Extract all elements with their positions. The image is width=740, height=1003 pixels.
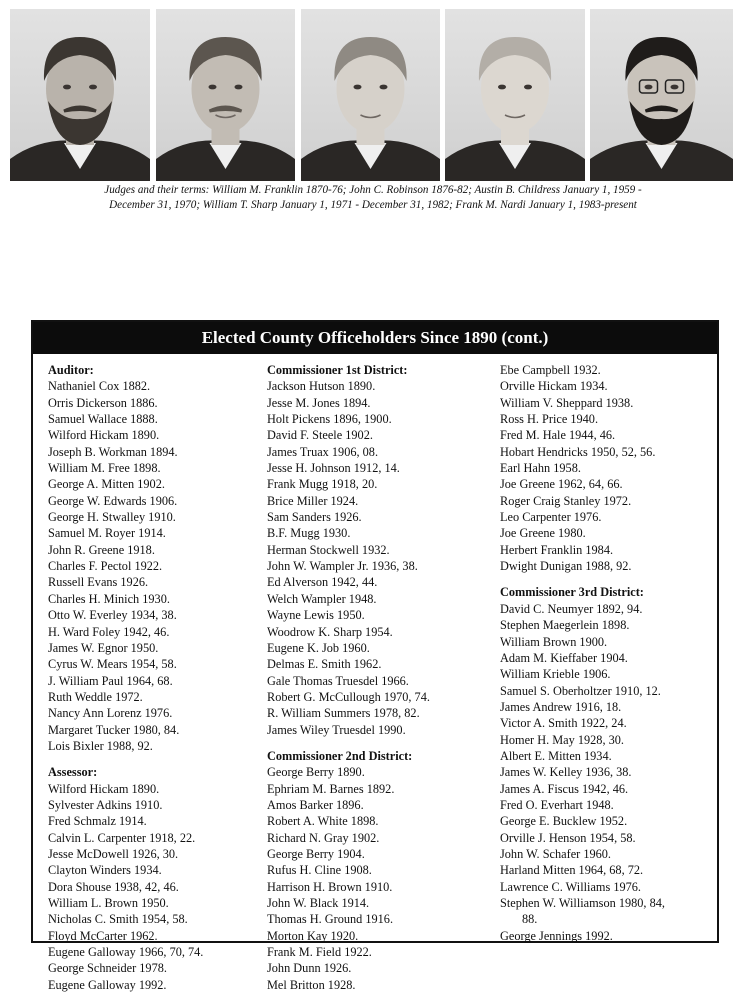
list-item: Wilford Hickam 1890. [48, 428, 160, 443]
caption-line: Judges and their terms: William M. Franklin 1870-76; John C. Robinson 1876-82; Austin B. Childress January 1, 1959 - [104, 184, 642, 196]
name-list [48, 781, 260, 993]
list-item: Nancy Ann Lorenz 1976. [48, 706, 173, 721]
list-item: Robert A. White 1898. [267, 814, 379, 829]
eye-shape [63, 85, 71, 90]
list-item: George W. Edwards 1906. [48, 493, 178, 508]
list-item: Richard N. Gray 1902. [267, 830, 380, 845]
eye-shape [354, 85, 362, 90]
list-item: Clayton Winders 1934. [48, 863, 162, 878]
column-middle [267, 362, 497, 1003]
list-item: Lois Bixler 1988, 92. [48, 738, 153, 753]
list-item: Brice Miller 1924. [267, 493, 359, 508]
list-item: Stephen W. Williamson 1980, 84, [500, 896, 665, 910]
list-item: Nathaniel Cox 1882. [48, 379, 151, 394]
list-item: Harrison H. Brown 1910. [267, 879, 393, 894]
list-item: Fred Schmalz 1914. [48, 814, 147, 829]
list-item: Ross H. Price 1940. [500, 412, 599, 427]
list-item: Roger Craig Stanley 1972. [500, 493, 632, 508]
list-item: Robert G. McCullough 1970, 74. [267, 689, 430, 704]
list-item: Charles F. Pectol 1922. [48, 559, 163, 574]
list-item: John W. Black 1914. [267, 896, 370, 910]
list-item: James W. Egnor 1950. [48, 640, 159, 655]
list-item: Orris Dickerson 1886. [48, 395, 158, 410]
list-item: George Berry 1904. [267, 846, 365, 861]
list-item: Ebe Campbell 1932. [500, 363, 601, 377]
section-title: Commissioner 1st District: [267, 363, 408, 377]
list-item: Floyd McCarter 1962. [48, 928, 158, 943]
list-item: John W. Wampler Jr. 1936, 38. [267, 559, 418, 574]
section-commissioner-3rd-district [500, 584, 715, 944]
list-item: Cyrus W. Mears 1954, 58. [48, 657, 177, 672]
list-item: Frank M. Field 1922. [267, 945, 372, 960]
list-item: Charles H. Minich 1930. [48, 591, 170, 606]
list-item: Amos Barker 1896. [267, 797, 364, 812]
list-item: Orville Hickam 1934. [500, 379, 608, 394]
name-list [267, 378, 497, 738]
list-item: Lawrence C. Williams 1976. [500, 879, 641, 894]
list-item: Samuel Wallace 1888. [48, 412, 158, 427]
column-right [500, 362, 715, 954]
list-item: Eugene Galloway 1992. [48, 977, 167, 992]
eye-shape [235, 85, 243, 90]
list-item: Victor A. Smith 1922, 24. [500, 716, 627, 731]
list-item: Adam M. Kieffaber 1904. [500, 650, 628, 665]
list-item: Stephen Maegerlein 1898. [500, 618, 630, 633]
portrait-illustration [590, 9, 733, 181]
eye-shape [645, 85, 653, 90]
list-item: Fred M. Hale 1944, 46. [500, 428, 616, 443]
list-item: Calvin L. Carpenter 1918, 22. [48, 830, 196, 845]
judges-photo-strip [10, 9, 733, 181]
name-list [500, 601, 715, 895]
judge-portrait-photo [590, 9, 733, 181]
list-item: J. William Paul 1964, 68. [48, 673, 173, 688]
list-item: Delmas E. Smith 1962. [267, 657, 382, 672]
list-item: James W. Kelley 1936, 38. [500, 765, 632, 780]
name-list [500, 362, 715, 574]
judge-portrait-photo [10, 9, 150, 181]
list-item: Ephriam M. Barnes 1892. [267, 781, 395, 796]
list-item: Jesse M. Jones 1894. [267, 395, 371, 410]
list-item: H. Ward Foley 1942, 46. [48, 624, 170, 639]
eye-shape [524, 85, 532, 90]
eye-shape [209, 85, 217, 90]
portrait-illustration [156, 9, 295, 181]
list-item: Wayne Lewis 1950. [267, 608, 365, 623]
list-item: John Dunn 1926. [267, 961, 352, 976]
list-item: Russell Evans 1926. [48, 575, 149, 590]
list-item: Thomas H. Ground 1916. [267, 912, 394, 927]
eye-shape [89, 85, 97, 90]
officeholders-box [31, 320, 719, 992]
list-item: Frank Mugg 1918, 20. [267, 477, 378, 492]
list-item: William M. Free 1898. [48, 461, 161, 476]
list-item: Nicholas C. Smith 1954, 58. [48, 912, 188, 927]
list-item: Ed Alverson 1942, 44. [267, 575, 378, 590]
list-item: Eugene Galloway 1966, 70, 74. [48, 945, 204, 960]
list-item: Eugene K. Job 1960. [267, 640, 370, 655]
list-item: James Wiley Truesdel 1990. [267, 722, 406, 737]
section-auditor [48, 362, 260, 754]
list-item: Earl Hahn 1958. [500, 461, 581, 476]
section-commissioner-2nd-district [267, 748, 497, 993]
mustache-shape [646, 107, 678, 111]
list-item: Fred O. Everhart 1948. [500, 797, 614, 812]
list-item: Samuel S. Oberholtzer 1910, 12. [500, 683, 661, 698]
list-item: Margaret Tucker 1980, 84. [48, 722, 180, 737]
section-commissioner-1st-district [267, 362, 497, 738]
list-item: John R. Greene 1918. [48, 542, 155, 557]
portrait-illustration [301, 9, 440, 181]
list-item: Hobart Hendricks 1950, 52, 56. [500, 444, 656, 459]
mustache-shape [64, 107, 96, 111]
list-item: James A. Fiscus 1942, 46. [500, 781, 629, 796]
list-item: Dwight Dunigan 1988, 92. [500, 559, 632, 574]
list-item: George Jennings 1992. [500, 928, 613, 943]
eye-shape [498, 85, 506, 90]
list-item: James Truax 1906, 08. [267, 444, 379, 459]
list-item: William V. Sheppard 1938. [500, 395, 634, 410]
list-item: Holt Pickens 1896, 1900. [267, 412, 392, 427]
section-title: Assessor: [48, 765, 98, 780]
box-title: Elected County Officeholders Since 1890 (cont.) [33, 322, 717, 354]
list-item: Sam Sanders 1926. [267, 510, 362, 525]
list-item: Woodrow K. Sharp 1954. [267, 624, 393, 639]
list-item-continuation: 88. [522, 912, 538, 927]
list-item: James Andrew 1916, 18. [500, 699, 622, 714]
list-item: Albert E. Mitten 1934. [500, 748, 612, 763]
list-item: Wilford Hickam 1890. [48, 781, 160, 796]
list-item: David F. Steele 1902. [267, 428, 373, 443]
list-item: William Krieble 1906. [500, 667, 611, 682]
eye-shape [380, 85, 388, 90]
list-item: George E. Bucklew 1952. [500, 814, 628, 829]
list-item: Rufus H. Cline 1908. [267, 863, 372, 878]
list-item: Morton Kay 1920. [267, 928, 359, 943]
list-item: George H. Stwalley 1910. [48, 510, 176, 525]
list-item: Herman Stockwell 1932. [267, 542, 390, 557]
section-title: Commissioner 2nd District: [267, 748, 413, 763]
list-item: B.F. Mugg 1930. [267, 526, 351, 541]
list-item: Jesse McDowell 1926, 30. [48, 846, 179, 861]
section-commissioner-2nd-district-cont [500, 362, 715, 574]
judge-portrait-photo [445, 9, 585, 181]
list-item: Joe Greene 1962, 64, 66. [500, 477, 623, 492]
list-item: Joseph B. Workman 1894. [48, 444, 178, 459]
mustache-shape [210, 107, 242, 111]
list-item: William L. Brown 1950. [48, 896, 169, 910]
list-item: R. William Summers 1978, 82. [267, 706, 420, 721]
list-item: Joe Greene 1980. [500, 526, 586, 541]
list-item: George Berry 1890. [267, 765, 365, 780]
list-item: Orville J. Henson 1954, 58. [500, 830, 636, 845]
list-item: Jesse H. Johnson 1912, 14. [267, 461, 400, 476]
list-item: George Schneider 1978. [48, 961, 167, 976]
list-item: Welch Wampler 1948. [267, 591, 377, 606]
name-list [48, 378, 260, 754]
list-item: Gale Thomas Truesdel 1966. [267, 673, 409, 688]
photo-caption [18, 183, 728, 213]
list-item: David C. Neumyer 1892, 94. [500, 601, 643, 616]
judge-portrait-photo [156, 9, 295, 181]
list-item: Otto W. Everley 1934, 38. [48, 608, 177, 623]
list-item: Samuel M. Royer 1914. [48, 526, 166, 541]
list-item: John W. Schafer 1960. [500, 846, 612, 861]
list-item: George A. Mitten 1902. [48, 477, 165, 492]
caption-line: December 31, 1970; William T. Sharp January 1, 1971 - December 31, 1982; Frank M. Nardi January 1, 1983-present [109, 199, 637, 211]
section-title: Auditor: [48, 363, 94, 377]
list-item: Homer H. May 1928, 30. [500, 732, 624, 747]
list-item: Dora Shouse 1938, 42, 46. [48, 879, 179, 894]
list-item: Herbert Franklin 1984. [500, 542, 614, 557]
list-item: Jackson Hutson 1890. [267, 379, 376, 394]
list-item: Sylvester Adkins 1910. [48, 797, 163, 812]
list-item: Ruth Weddle 1972. [48, 689, 143, 704]
portrait-illustration [10, 9, 150, 181]
portrait-illustration [445, 9, 585, 181]
judge-portrait-photo [301, 9, 440, 181]
eye-shape [671, 85, 679, 90]
section-title: Commissioner 3rd District: [500, 585, 644, 600]
column-left [48, 362, 260, 1003]
list-item: William Brown 1900. [500, 634, 608, 649]
list-item: Mel Britton 1928. [267, 977, 356, 992]
list-item: Leo Carpenter 1976. [500, 510, 602, 525]
list-item: Harland Mitten 1964, 68, 72. [500, 863, 644, 878]
